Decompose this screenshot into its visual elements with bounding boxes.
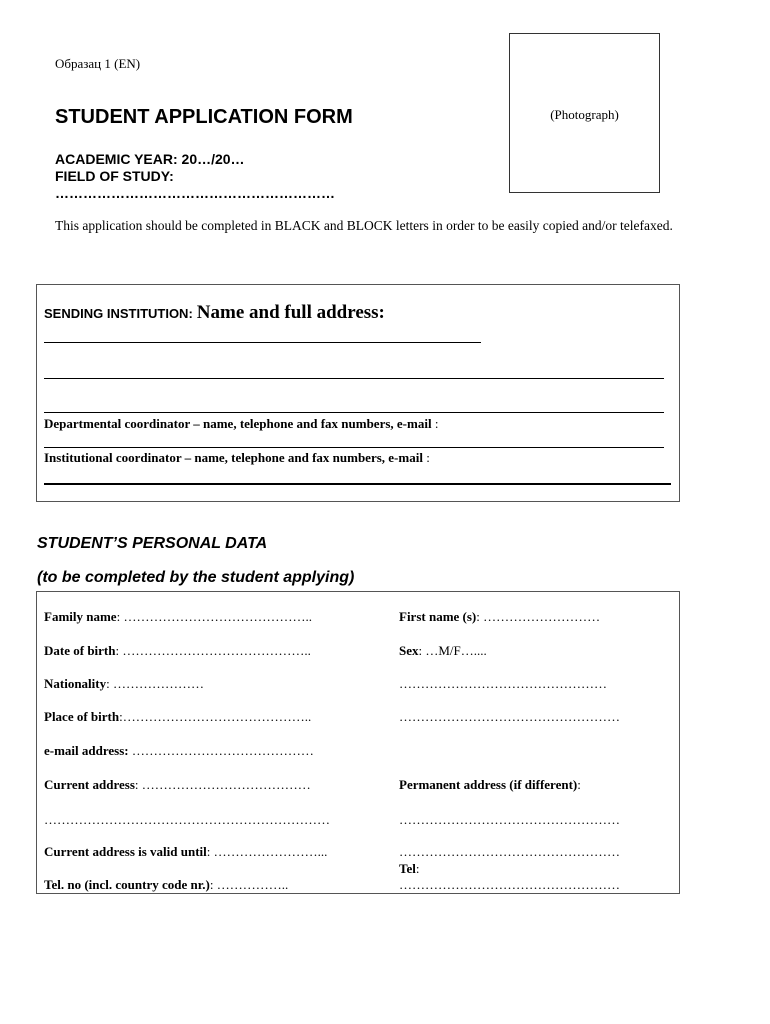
nationality-label: Nationality <box>44 676 107 691</box>
valid-until-label: Current address is valid until <box>44 844 207 859</box>
date-of-birth-field[interactable] <box>44 643 311 659</box>
academic-year: ACADEMIC YEAR: 20…/20… <box>55 151 245 167</box>
family-name-field[interactable] <box>44 609 312 625</box>
departmental-coordinator-line[interactable] <box>44 447 664 448</box>
personal-data-heading: STUDENT’S PERSONAL DATA <box>37 535 268 552</box>
first-name-field[interactable] <box>399 609 600 625</box>
sending-institution-label: SENDING INSTITUTION: <box>44 306 193 321</box>
current-address-line[interactable]: ………………………………………………………… <box>44 812 330 827</box>
departmental-coordinator-label: Departmental coordinator – name, telephone and fax numbers, e-mail <box>44 416 432 431</box>
departmental-coordinator <box>44 416 438 432</box>
email-label: e-mail address: <box>44 743 129 758</box>
personal-data-subheading: (to be completed by the student applying) <box>37 569 355 586</box>
place-of-birth-label: Place of birth <box>44 709 120 724</box>
place-of-birth-dots: :…………………………………….. <box>119 709 312 724</box>
permanent-tel-text: Tel <box>399 861 416 876</box>
current-address-label: Current address <box>44 777 135 792</box>
permanent-tel-colon: : <box>415 861 420 876</box>
email-field[interactable] <box>44 743 314 759</box>
institutional-coordinator-line[interactable] <box>44 483 671 485</box>
institutional-coordinator-colon: : <box>422 450 430 465</box>
name-address-label: Name and full address: <box>196 302 385 323</box>
telephone-dots: : …………….. <box>209 877 289 892</box>
current-address-dots: : ………………………………… <box>134 777 311 792</box>
valid-until-field[interactable] <box>44 844 327 860</box>
permanent-address-field[interactable] <box>399 777 581 793</box>
field-of-study-label: FIELD OF STUDY: <box>55 168 174 184</box>
sex-dots: : …M/F….... <box>418 643 487 658</box>
nationality-right-dots[interactable]: ………………………………………… <box>399 676 607 691</box>
permanent-address-line-2[interactable]: …………………………………………… <box>399 844 620 859</box>
permanent-tel-label <box>399 861 419 877</box>
first-name-label: First name (s) <box>399 609 477 624</box>
sex-field[interactable] <box>399 643 487 659</box>
nationality-dots: : ………………… <box>106 676 204 691</box>
first-name-dots: : ……………………… <box>476 609 601 624</box>
place-of-birth-right-dots[interactable]: …………………………………………… <box>399 709 620 724</box>
photograph-box <box>509 33 660 193</box>
permanent-address-label: Permanent address (if different) <box>399 777 578 792</box>
page-title: STUDENT APPLICATION FORM <box>55 106 353 128</box>
sex-label: Sex <box>399 643 419 658</box>
permanent-tel-dots[interactable]: …………………………………………… <box>399 877 620 892</box>
place-of-birth-field[interactable] <box>44 709 311 725</box>
sending-institution-heading <box>44 302 385 324</box>
institutional-coordinator <box>44 450 430 466</box>
address-line-1[interactable] <box>44 342 481 343</box>
permanent-address-colon: : <box>577 777 581 792</box>
field-of-study-dots[interactable]: …………………………………………………… <box>55 185 335 201</box>
nationality-field[interactable] <box>44 676 204 692</box>
family-name-label: Family name <box>44 609 117 624</box>
valid-until-dots: : ……………………... <box>206 844 328 859</box>
form-code: Образац 1 (EN) <box>55 56 141 71</box>
intro-text: This application should be completed in BLACK and BLOCK letters in order to be easily copied and/or telefaxed. <box>55 218 673 233</box>
address-line-2[interactable] <box>44 378 664 379</box>
date-of-birth-dots: : …………………………………….. <box>115 643 311 658</box>
permanent-address-line[interactable]: …………………………………………… <box>399 812 620 827</box>
family-name-dots: : …………………………………….. <box>116 609 312 624</box>
current-address-field[interactable] <box>44 777 311 793</box>
email-dots: …………………………………… <box>128 743 314 758</box>
date-of-birth-label: Date of birth <box>44 643 116 658</box>
sending-institution-box <box>36 284 680 502</box>
institutional-coordinator-label: Institutional coordinator – name, telephone and fax numbers, e-mail <box>44 450 423 465</box>
telephone-field[interactable] <box>44 877 288 893</box>
personal-data-box <box>36 591 680 894</box>
address-line-3[interactable] <box>44 412 664 413</box>
telephone-label: Tel. no (incl. country code nr.) <box>44 877 210 892</box>
departmental-coordinator-colon: : <box>431 416 439 431</box>
photograph-label: (Photograph) <box>550 107 619 122</box>
